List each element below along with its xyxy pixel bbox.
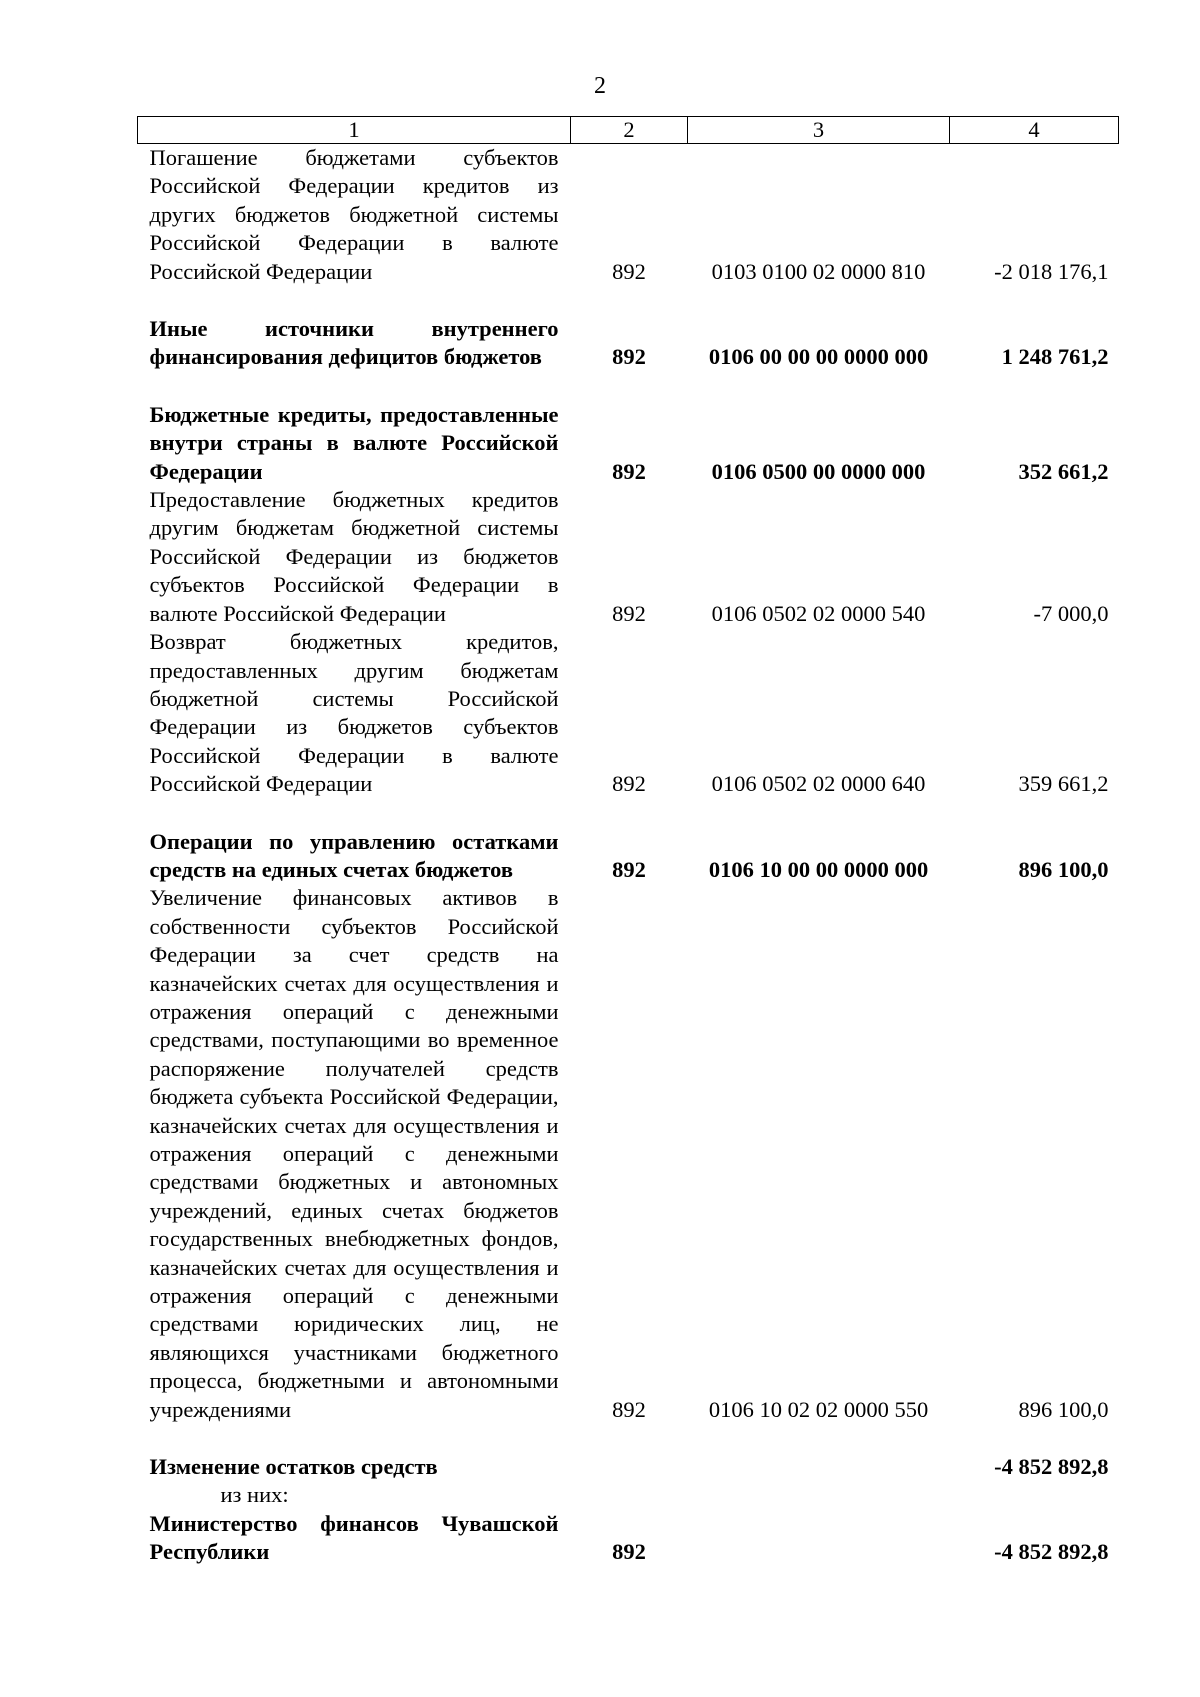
budget-sources-table <box>137 116 1119 1567</box>
row-budget-code <box>688 1481 950 1509</box>
column-header-admin: 2 <box>571 117 688 144</box>
row-name: Предоставление бюджетных кредитов другим бюджетам бюджетной системы Российской Федерации из бюджетов субъектов Российской Федерации в валюте Российской Федерации <box>149 487 559 626</box>
row-name: Возврат бюджетных кредитов, предоставленных другим бюджетам бюджетной системы Российской Федерации из бюджетов субъектов Российской Федерации в валюте Российской Федерации <box>149 629 559 797</box>
row-amount: -4 852 892,8 <box>994 1454 1109 1480</box>
row-budget-code <box>688 1510 950 1567</box>
row-amount: 352 661,2 <box>1018 458 1109 484</box>
column-header-amount: 4 <box>950 117 1119 144</box>
table-row <box>138 144 1119 287</box>
row-admin-code: 892 <box>612 458 646 484</box>
row-name: Увеличение финансовых активов в собственности субъектов Российской Федерации за счет средств на казначейских счетах для осуществления и отражения операций с денежными средствами, поступающими во временное распоряжение получателей средств бюджета субъекта Российской Федерации, казначейских счетах для осуществления и отражения операций с денежными средствами бюджетных и автономных учреждений, единых счетах бюджетов государственных внебюджетных фондов, казначейских счетах для осуществления и отражения операций с денежными средствами юридических лиц, не являющихся участниками бюджетного процесса, бюджетными и автономными учреждениями <box>149 885 559 1422</box>
table-row <box>138 1481 1119 1509</box>
row-budget-code: 0106 0502 02 0000 640 <box>711 771 926 797</box>
row-name: Иные источники внутреннего финансирования дефицитов бюджетов <box>149 316 559 370</box>
row-budget-code <box>688 1453 950 1481</box>
table-row <box>138 401 1119 486</box>
row-spacer <box>138 799 1119 828</box>
table-row <box>138 628 1119 798</box>
row-name: Операции по управлению остатками средств на единых счетах бюджетов <box>149 828 559 882</box>
row-spacer <box>138 286 1119 315</box>
row-admin-code: 892 <box>612 1539 646 1565</box>
row-admin-code: 892 <box>612 600 646 626</box>
row-amount: -4 852 892,8 <box>994 1539 1109 1565</box>
row-budget-code: 0106 00 00 00 0000 000 <box>708 344 929 370</box>
row-amount: 896 100,0 <box>1018 1396 1109 1422</box>
row-spacer <box>138 372 1119 401</box>
row-amount: -2 018 176,1 <box>994 258 1109 284</box>
row-amount: 1 248 761,2 <box>1001 344 1109 370</box>
row-name: Изменение остатков средств <box>149 1454 438 1480</box>
row-admin-code: 892 <box>612 771 646 797</box>
page-number: 2 <box>594 73 606 99</box>
row-admin-code <box>571 1453 688 1481</box>
row-budget-code: 0106 10 02 02 0000 550 <box>708 1396 929 1422</box>
row-budget-code: 0106 10 00 00 0000 000 <box>708 856 929 882</box>
row-amount: 896 100,0 <box>1018 856 1109 882</box>
row-budget-code: 0106 0502 02 0000 540 <box>711 600 926 626</box>
row-admin-code: 892 <box>612 258 646 284</box>
row-name: из них: <box>220 1482 289 1508</box>
row-amount <box>950 1481 1119 1509</box>
table-row <box>138 884 1119 1424</box>
table-row <box>138 828 1119 885</box>
row-name: Бюджетные кредиты, предоставленные внутри страны в валюте Российской Федерации <box>149 401 559 484</box>
table-row <box>138 1510 1119 1567</box>
table-row <box>138 1453 1119 1481</box>
row-name: Погашение бюджетами субъектов Российской Федерации кредитов из других бюджетов бюджетной системы Российской Федерации в валюте Российской Федерации <box>149 145 559 284</box>
table-header-row <box>138 117 1119 144</box>
row-admin-code: 892 <box>612 1396 646 1422</box>
row-amount: -7 000,0 <box>1033 600 1109 626</box>
table-row <box>138 486 1119 628</box>
row-admin-code: 892 <box>612 856 646 882</box>
row-admin-code: 892 <box>612 344 646 370</box>
row-name: Министерство финансов Чувашской Республики <box>149 1510 559 1565</box>
row-budget-code: 0103 0100 02 0000 810 <box>711 258 926 284</box>
row-budget-code: 0106 0500 00 0000 000 <box>711 458 926 484</box>
table-row <box>138 315 1119 372</box>
row-admin-code <box>571 1481 688 1509</box>
column-header-code: 3 <box>688 117 950 144</box>
row-amount: 359 661,2 <box>1018 771 1109 797</box>
row-spacer <box>138 1424 1119 1453</box>
column-header-name: 1 <box>138 117 571 144</box>
